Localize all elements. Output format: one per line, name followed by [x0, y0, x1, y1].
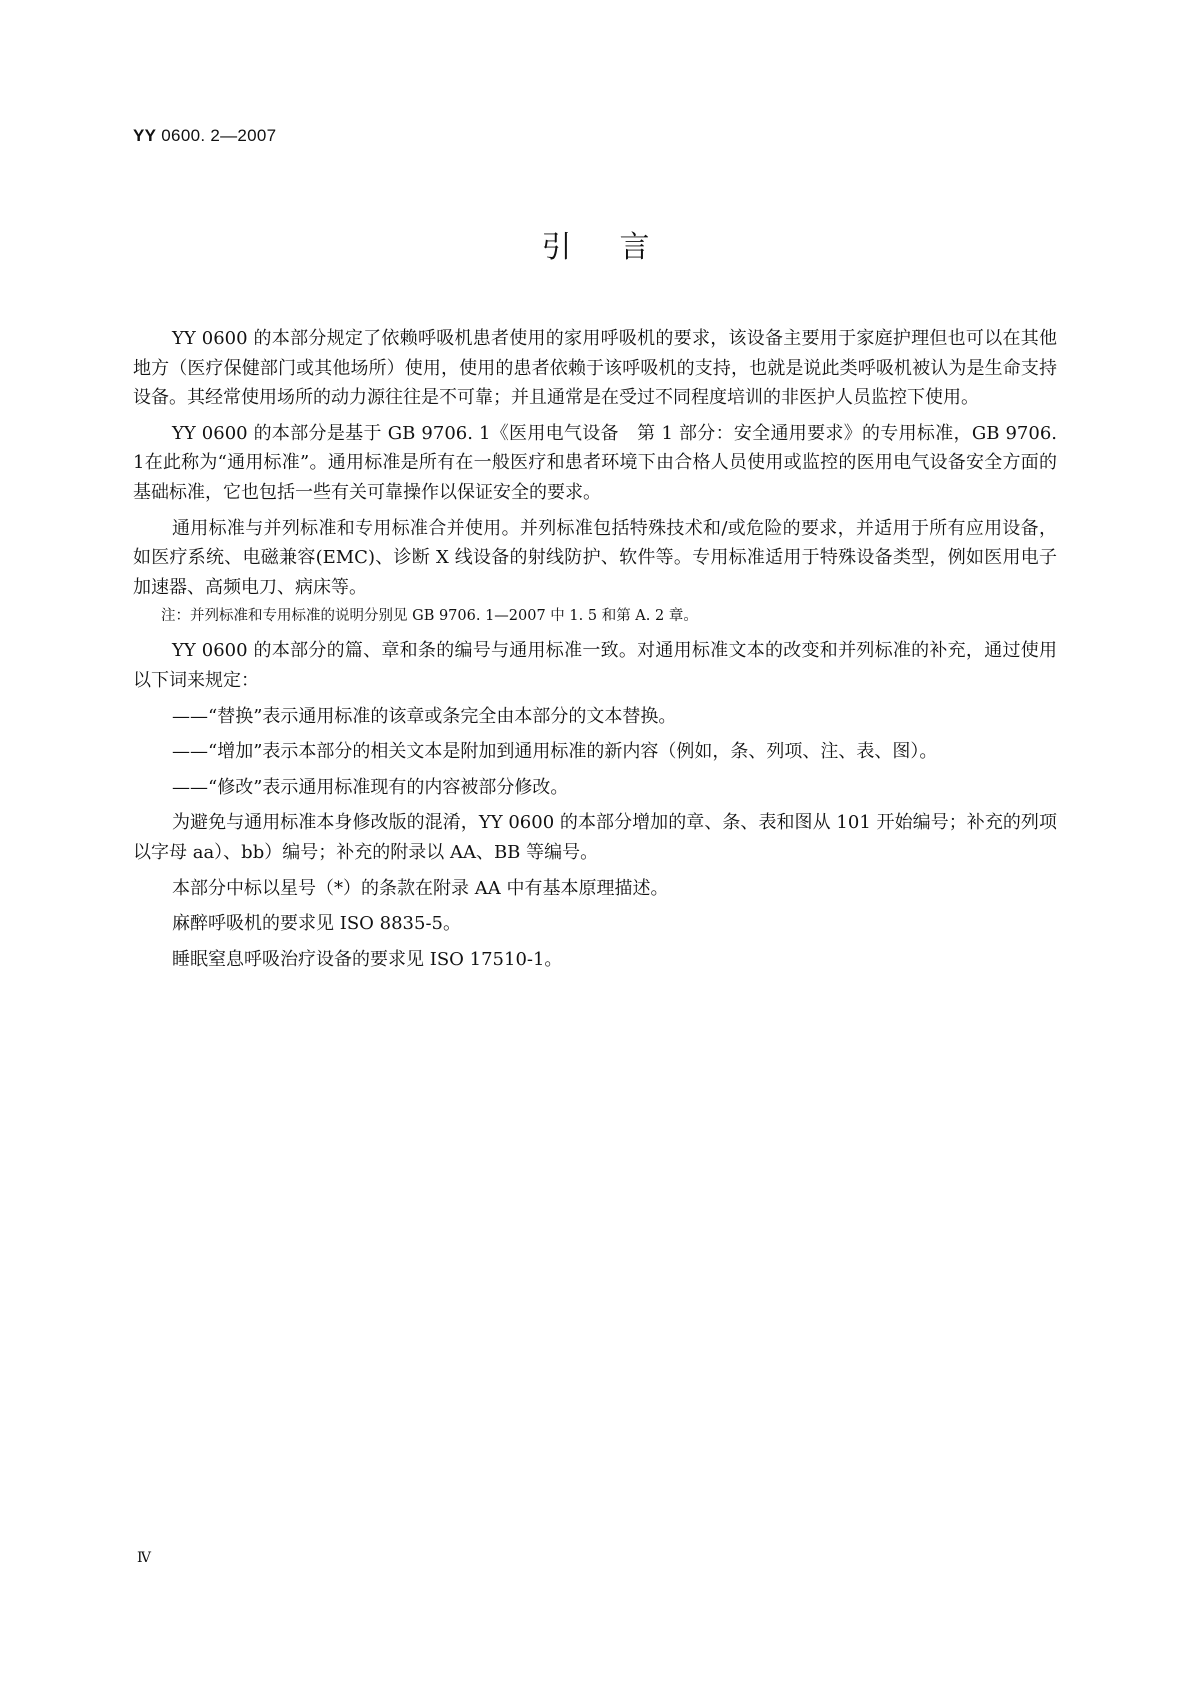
list-item-replace: ——“替换”表示通用标准的该章或条完全由本部分的文本替换。: [172, 705, 677, 727]
paragraph-basis: YY 0600 的本部分是基于 GB 9706. 1《医用电气设备 第 1 部分：安全通用要求》的专用标准，GB 9706. 1在此称为“通用标准”。通用标准是所有在一般医疗和患者环境下由合格人员使用或监控的医用电气设备安全方面的基础标准，它也包括一些有关可靠操作以保证安全的要求。: [133, 422, 1057, 503]
page-number: Ⅳ: [137, 1550, 151, 1566]
standard-code: [133, 126, 276, 146]
paragraph-sleep-apnoea: 睡眠窒息呼吸治疗设备的要求见 ISO 17510-1。: [172, 948, 563, 970]
note: 注：并列标准和专用标准的说明分别见 GB 9706. 1—2007 中 1. 5 和第 A. 2 章。: [161, 608, 698, 625]
paragraph-scope: YY 0600 的本部分规定了依赖呼吸机患者使用的家用呼吸机的要求，该设备主要用于家庭护理但也可以在其他地方（医疗保健部门或其他场所）使用，使用的患者依赖于该呼吸机的支持，也就是说此类呼吸机被认为是生命支持设备。其经常使用场所的动力源往往是不可靠；并且通常是在受过不同程度培训的非医护人员监控下使用。: [133, 328, 1057, 409]
document-body: [133, 324, 1057, 974]
paragraph-numbering: YY 0600 的本部分的篇、章和条的编号与通用标准一致。对通用标准文本的改变和并列标准的补充，通过使用以下词来规定：: [133, 640, 1057, 691]
paragraph-numbering-scheme: 为避免与通用标准本身修改版的混淆，YY 0600 的本部分增加的章、条、表和图从 101 开始编号；补充的列项以字母 aa）、bb）编号；补充的附录以 AA、BB 等编号。: [133, 812, 1057, 863]
list-item-add: ——“增加”表示本部分的相关文本是附加到通用标准的新内容（例如，条、列项、注、表、图）。: [172, 741, 938, 763]
paragraph-anaesthetic: 麻醉呼吸机的要求见 ISO 8835-5。: [172, 913, 461, 935]
paragraph-collateral: 通用标准与并列标准和专用标准合并使用。并列标准包括特殊技术和/或危险的要求，并适用于所有应用设备，如医疗系统、电磁兼容(EMC)、诊断 X 线设备的射线防护、软件等。专用标准适用于特殊设备类型，例如医用电子加速器、高频电刀、病床等。: [133, 517, 1057, 598]
paragraph-asterisk: 本部分中标以星号（*）的条款在附录 AA 中有基本原理描述。: [172, 877, 669, 899]
page-title: 引言: [541, 230, 698, 265]
standard-code-number: 0600. 2—2007: [156, 126, 277, 145]
standard-code-prefix: YY: [133, 126, 157, 145]
list-item-modify: ——“修改”表示通用标准现有的内容被部分修改。: [172, 776, 569, 798]
